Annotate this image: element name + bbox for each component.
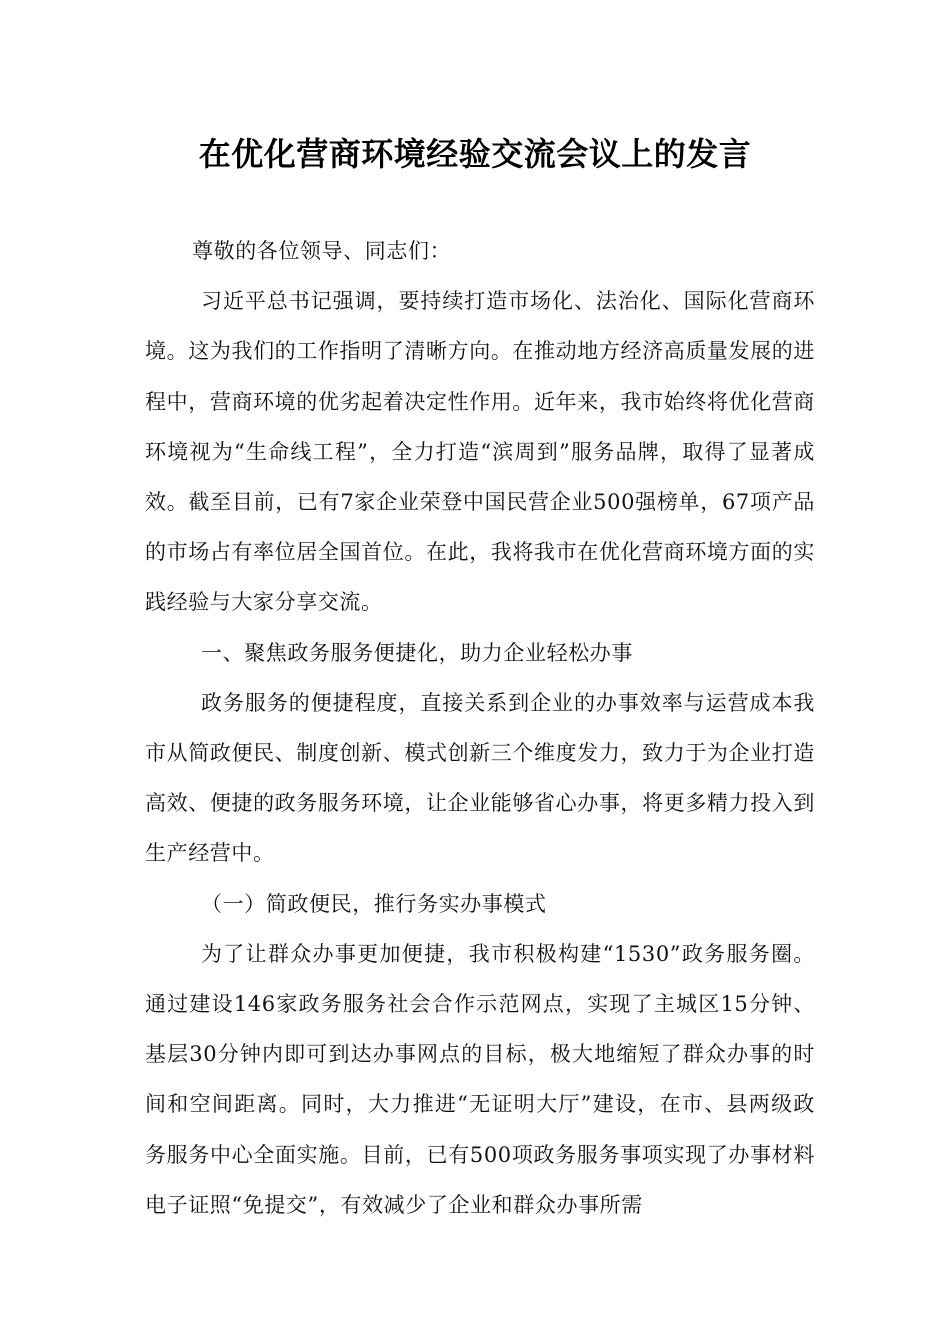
- paragraph-subsection-1: 为了让群众办事更加便捷，我市积极构建“1530”政务服务圈。通过建设146家政务服务社会合作示范网点，实现了主城区15分钟、基层30分钟内即可到达办事网点的目标，极大地缩短了群众办事的时间和空间距离。同时，大力推进“无证明大厅”建设，在市、县两级政务服务中心全面实施。目前，已有500项政务服务事项实现了办事材料电子证照“免提交”，有效减少了企业和群众办事所需: [145, 941, 815, 1217]
- document-title: 在优化营商环境经验交流会议上的发言: [198, 135, 752, 173]
- paragraph-intro: 习近平总书记强调，要持续打造市场化、法治化、国际化营商环境。这为我们的工作指明了清晰方向。在推动地方经济高质量发展的进程中，营商环境的优劣起着决定性作用。近年来，我市始终将优化营商环境视为“生命线工程”，全力打造“滨周到”服务品牌，取得了显著成效。截至目前，已有7家企业荣登中国民营企业500强榜单，67项产品的市场占有率位居全国首位。在此，我将我市在优化营商环境方面的实践经验与大家分享交流。: [145, 289, 815, 615]
- section-heading-1: 一、聚焦政务服务便捷化，助力企业轻松办事: [201, 640, 633, 665]
- salutation: 尊敬的各位领导、同志们：: [192, 239, 452, 263]
- subsection-heading-1: （一）简政便民，推行务实办事模式: [201, 891, 547, 916]
- paragraph-section-1: 政务服务的便捷程度，直接关系到企业的办事效率与运营成本我市从简政便民、制度创新、模式创新三个维度发力，致力于为企业打造高效、便捷的政务服务环境，让企业能够省心办事，将更多精力投入到生产经营中。: [145, 690, 815, 866]
- document-body: [145, 226, 815, 1230]
